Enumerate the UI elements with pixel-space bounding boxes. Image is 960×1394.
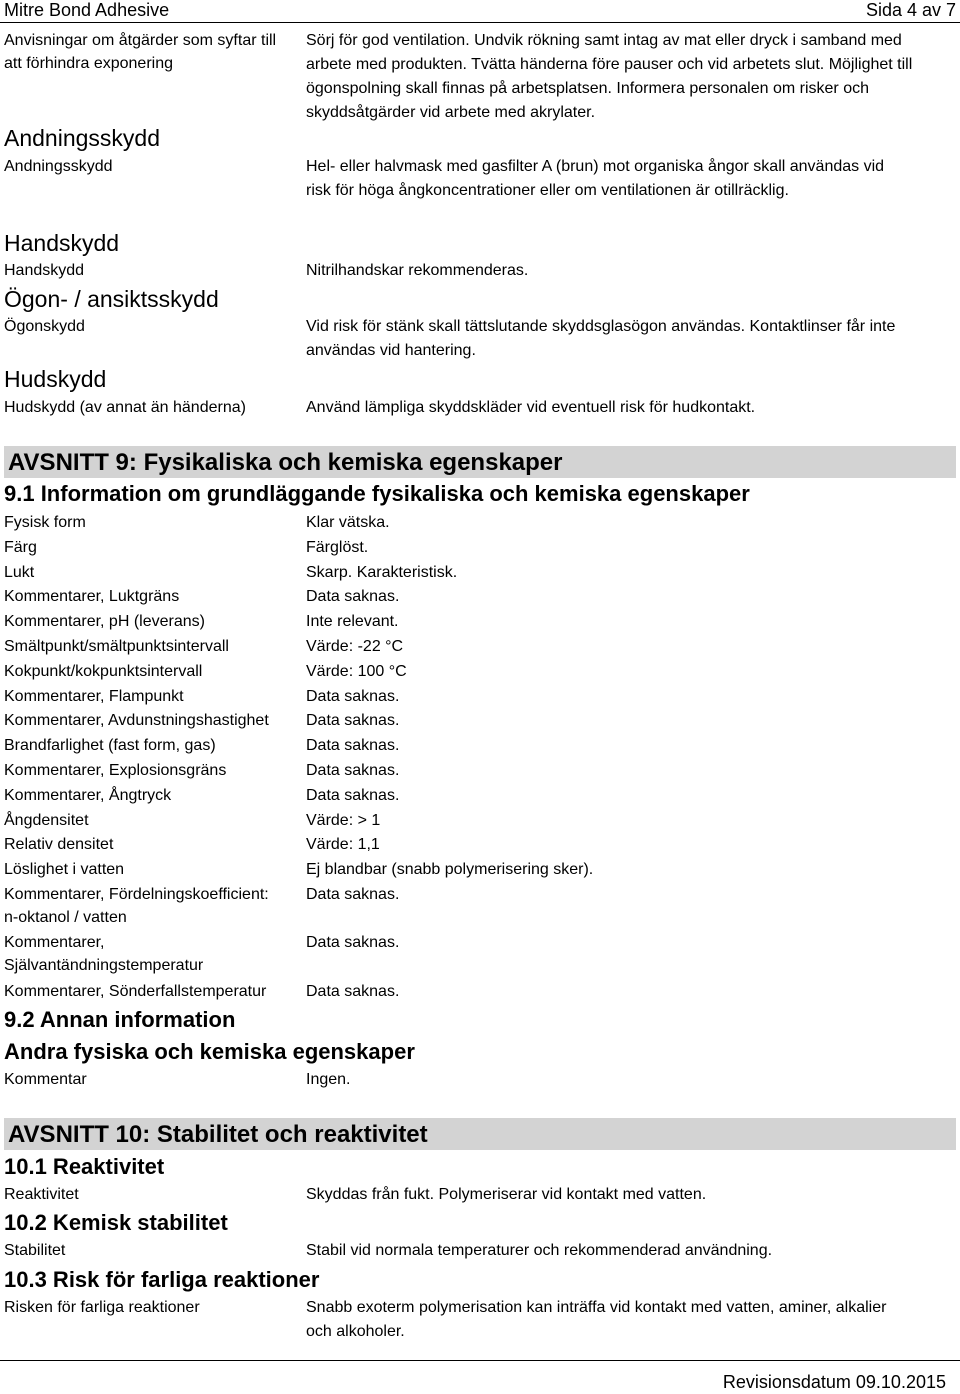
prop-label: Kommentarer, Explosionsgräns xyxy=(4,762,227,779)
footer-divider xyxy=(0,1360,960,1361)
prop-value: Data saknas. xyxy=(306,934,400,951)
stability-heading: 10.2 Kemisk stabilitet xyxy=(4,1210,228,1235)
prop-value: Data saknas. xyxy=(306,688,400,705)
revision-date: Revisionsdatum 09.10.2015 xyxy=(722,1372,946,1392)
page-header xyxy=(0,0,960,23)
prop-label: Kommentarer, Flampunkt xyxy=(4,688,184,705)
hazard-reactions-heading: 10.3 Risk för farliga reaktioner xyxy=(4,1267,320,1292)
prop-value: Värde: -22 °C xyxy=(306,638,404,655)
prop-label: Självantändningstemperatur xyxy=(4,957,204,974)
prop-value: Data saknas. xyxy=(306,886,400,903)
prop-label: Brandfarlighet (fast form, gas) xyxy=(4,737,216,754)
prop-label: Ångdensitet xyxy=(4,812,89,829)
prop-label: Kommentarer, Fördelningskoefficient: xyxy=(4,886,269,903)
page-number: Sida 4 av 7 xyxy=(865,0,956,20)
prop-value: Inte relevant. xyxy=(306,613,399,630)
prop-value: Skarp. Karakteristisk. xyxy=(306,564,458,581)
prop-label: Löslighet i vatten xyxy=(4,861,125,878)
skin-text: Använd lämpliga skyddskläder vid eventuell risk för hudkontakt. xyxy=(306,399,756,416)
reactivity-label: Reaktivitet xyxy=(4,1186,79,1203)
prop-label: Kokpunkt/kokpunktsintervall xyxy=(4,663,203,680)
hazard-reactions-value: Snabb exoterm polymerisation kan inträffa vid kontakt med vatten, aminer, alkalier och alkoholer. xyxy=(306,1299,887,1340)
reactivity-value: Skyddas från fukt. Polymeriserar vid kontakt med vatten. xyxy=(306,1186,707,1203)
document-title: Mitre Bond Adhesive xyxy=(4,0,170,20)
prop-label: Kommentarer, xyxy=(4,934,105,951)
prop-label: Relativ densitet xyxy=(4,836,114,853)
exposure-label: Anvisningar om åtgärder som syftar till att förhindra exponering xyxy=(4,32,277,72)
prop-value: Data saknas. xyxy=(306,762,400,779)
comment-value: Ingen. xyxy=(306,1071,351,1088)
reactivity-heading: 10.1 Reaktivitet xyxy=(4,1154,165,1179)
prop-label: Kommentarer, Avdunstningshastighet xyxy=(4,712,269,729)
prop-value: Värde: 1,1 xyxy=(306,836,380,853)
prop-label: n-oktanol / vatten xyxy=(4,909,127,926)
section10-band xyxy=(4,1118,956,1150)
stability-value: Stabil vid normala temperaturer och rekommenderad användning. xyxy=(306,1242,773,1259)
stability-label: Stabilitet xyxy=(4,1242,66,1259)
prop-value: Klar vätska. xyxy=(306,514,390,531)
prop-label: Färg xyxy=(4,539,37,556)
prop-value: Ej blandbar (snabb polymerisering sker). xyxy=(306,861,594,878)
eye-label: Ögonskydd xyxy=(4,318,85,335)
prop-value: Data saknas. xyxy=(306,588,400,605)
section9-band xyxy=(4,446,956,478)
eye-text: Vid risk för stänk skall tättslutande skyddsglasögon användas. Kontaktlinser får inte användas vid hantering. xyxy=(306,318,896,359)
hazard-reactions-label: Risken för farliga reaktioner xyxy=(4,1299,200,1316)
prop-label: Kommentarer, pH (leverans) xyxy=(4,613,205,630)
prop-label: Smältpunkt/smältpunktsintervall xyxy=(4,638,229,655)
section9-title: AVSNITT 9: Fysikaliska och kemiska egenskaper xyxy=(8,449,563,476)
prop-value: Värde: 100 °C xyxy=(306,663,407,680)
prop-value: Färglöst. xyxy=(306,539,369,556)
hand-text: Nitrilhandskar rekommenderas. xyxy=(306,262,529,279)
section9-2-heading: 9.2 Annan information xyxy=(4,1007,236,1032)
prop-value: Data saknas. xyxy=(306,983,400,1000)
other-props-heading: Andra fysiska och kemiska egenskaper xyxy=(4,1039,415,1064)
prop-value: Data saknas. xyxy=(306,737,400,754)
prop-value: Data saknas. xyxy=(306,712,400,729)
skin-label: Hudskydd (av annat än händerna) xyxy=(4,399,246,416)
eye-heading: Ögon- / ansiktsskydd xyxy=(4,286,219,312)
resp-label: Andningsskydd xyxy=(4,158,113,175)
prop-label: Fysisk form xyxy=(4,514,86,531)
prop-label: Kommentarer, Luktgräns xyxy=(4,588,180,605)
prop-label: Kommentarer, Ångtryck xyxy=(4,787,172,804)
section10-title: AVSNITT 10: Stabilitet och reaktivitet xyxy=(8,1121,428,1148)
resp-heading: Andningsskydd xyxy=(4,125,160,151)
prop-value: Värde: > 1 xyxy=(306,812,381,829)
prop-value: Data saknas. xyxy=(306,787,400,804)
skin-heading: Hudskydd xyxy=(4,366,107,392)
hand-label: Handskydd xyxy=(4,262,85,279)
hand-heading: Handskydd xyxy=(4,230,120,256)
exposure-text: Sörj för god ventilation. Undvik rökning samt intag av mat eller dryck i samband med arbete med produkten. Tvätta händerna före pauser och vid arbetets slut. Möjlighet till ögonspolning skall finnas på arbetsplatsen. Informera personalen om risker och skyddsåtgärder vid arbete med akrylater. xyxy=(306,32,913,121)
prop-label: Lukt xyxy=(4,564,35,581)
comment-label: Kommentar xyxy=(4,1071,87,1088)
section9-1-heading: 9.1 Information om grundläggande fysikaliska och kemiska egenskaper xyxy=(4,481,750,506)
prop-label: Kommentarer, Sönderfallstemperatur xyxy=(4,983,267,1000)
resp-text: Hel- eller halvmask med gasfilter A (brun) mot organiska ångor skall användas vid risk för höga ångkoncentrationer eller om ventilationen är otillräcklig. xyxy=(306,158,885,199)
